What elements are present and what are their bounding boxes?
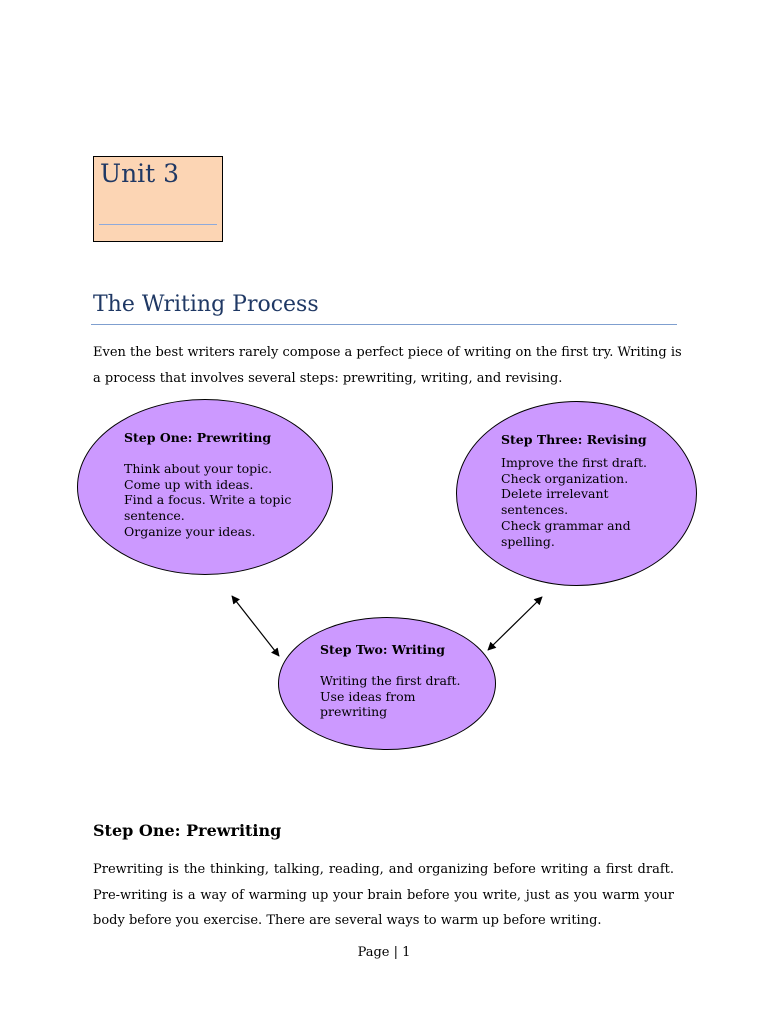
ellipse-text-line: Delete irrelevant (501, 486, 609, 502)
step-three-heading: Step Three: Revising (501, 432, 647, 447)
ellipse-text-line: Come up with ideas. (124, 476, 254, 492)
ellipse-text-line: Find a focus. Write a topic (124, 492, 292, 508)
page-footer: Page | 1 (357, 945, 411, 960)
ellipse-text-line: Improve the first draft. (501, 454, 647, 470)
unit-title: Unit 3 (100, 159, 180, 188)
intro-paragraph: Even the best writers rarely compose a perfect piece of writing on the first try. Writing is a process that involves several steps: prewriting, writing, and revising. (93, 345, 682, 386)
ellipse-text-line: Writing the first draft. (320, 672, 461, 688)
subsection-paragraph: Prewriting is the thinking, talking, reading, and organizing before writing a first draft. Pre-writing is a way of warming up your brain before you write, just as you warm your body before you exercise. There are several ways to warm up before writing. (93, 862, 674, 928)
ellipse-text-line: spelling. (501, 533, 555, 549)
ellipse-text-line: Think about your topic. (124, 460, 273, 476)
ellipse-text-line: Use ideas from (320, 688, 416, 704)
section-title: The Writing Process (93, 292, 319, 317)
ellipse-text-line: sentences. (501, 502, 569, 518)
arrow-step-two-three (488, 597, 542, 650)
arrow-step-one-two (232, 596, 279, 656)
ellipse-text-line: sentence. (124, 508, 185, 524)
ellipse-text-line: Check grammar and (501, 517, 631, 533)
ellipse-text-line: prewriting (320, 704, 388, 720)
ellipse-text-line: Check organization. (501, 470, 629, 486)
step-one-heading: Step One: Prewriting (124, 430, 272, 445)
step-two-heading: Step Two: Writing (320, 642, 445, 657)
subsection-heading: Step One: Prewriting (93, 821, 282, 840)
ellipse-text-line: Organize your ideas. (124, 523, 256, 539)
